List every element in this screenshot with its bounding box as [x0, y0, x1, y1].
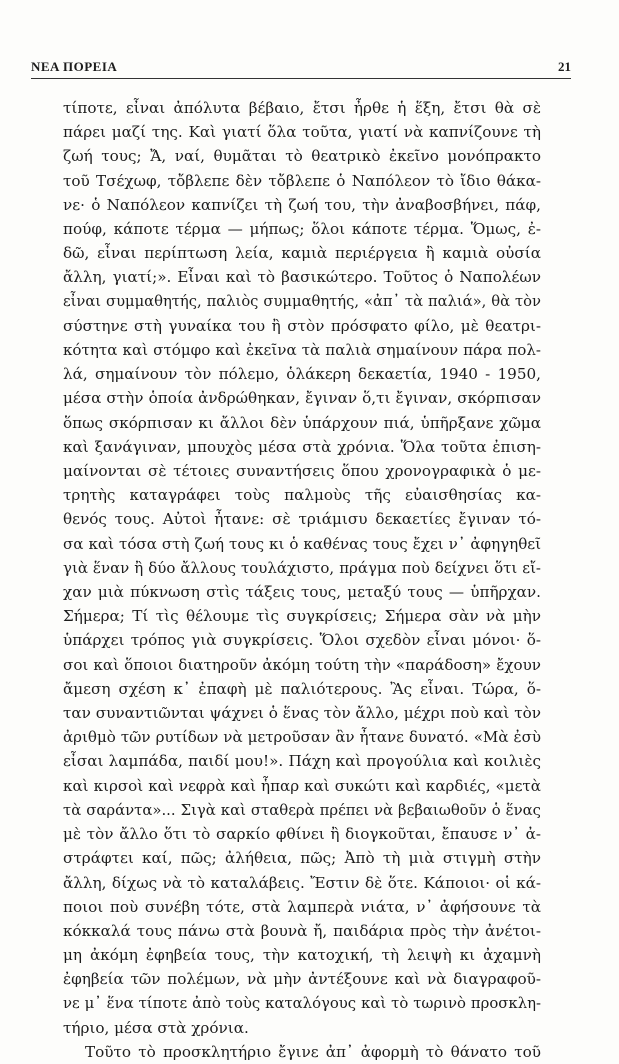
text-line: μὲ τὸν ἄλλο ὅτι τὸ σαρκίο φθίνει ἢ διογκοῦται, ἔπαυσε ν᾿ ἀ-: [63, 825, 541, 844]
text-line: τοῦ Τσέχωφ, τὄβλεπε δὲν τὄβλεπε ὁ Ναπόλεον τὸ ἴδιο θάκα-: [63, 171, 541, 190]
text-line: σύστηνε στὴ γυναίκα του ἢ στὸν πρόσφατο φίλο, μὲ θεατρι-: [63, 316, 541, 335]
text-line: χαν μιὰ πύκνωση στὶς τάξεις τους, μεταξύ τους — ὑπῆρχαν.: [63, 583, 541, 602]
text-line: γιὰ ἕναν ἢ δύο ἄλλους τουλάχιστο, πράγμα ποὺ δείχνει ὅτι εἴ-: [63, 558, 541, 577]
running-header: [31, 56, 571, 79]
text-line: νε· ὁ Ναπόλεον καπνίζει τὴ ζωή του, τὴν ἀναβοσβήνει, πάφ,: [63, 195, 541, 214]
text-line: ζωή τους; Ἄ, ναί, θυμᾶται τὸ θεατρικὸ ἐκεῖνο μονόπρακτο: [63, 147, 541, 166]
text-line: τίποτε, εἶναι ἀπόλυτα βέβαιο, ἔτσι ἦρθε ἡ ἕξη, ἔτσι θὰ σὲ: [63, 99, 541, 117]
text-line: τὰ σαράντα»... Σιγὰ καὶ σταθερὰ πρέπει νὰ βεβαιωθοῦν ὁ ἕνας: [63, 800, 541, 819]
text-line: μαίνονται σὲ τέτοιες συναντήσεις ὅπου χρονογραφικὰ ὁ με-: [63, 462, 541, 481]
body-text: [63, 96, 541, 1064]
text-line: ποιοι ποὺ συνέβη τότε, στὰ λαμπερὰ νιάτα, ν᾿ ἀφήσουνε τὰ: [63, 897, 541, 916]
paragraph-start-line: Τοῦτο τὸ προσκλητήριο ἔγινε ἀπ᾿ ἀφορμὴ τὸ θάνατο τοῦ: [85, 1042, 541, 1061]
journal-title: ΝΕΑ ΠΟΡΕΙΑ: [31, 59, 118, 74]
text-line: ἄλλη, δίχως νὰ τὸ καταλάβεις. Ἔστιν δὲ ὅτε. Κάποιοι· οἱ κά-: [63, 873, 541, 892]
text-line: θενός τους. Αὐτοὶ ἦτανε: σὲ τριάμισυ δεκαετίες ἔγιναν τό-: [63, 510, 541, 529]
text-line: Σήμερα; Τί τὶς θέλουμε τὶς συγκρίσεις; Σήμερα σὰν νὰ μὴν: [63, 607, 541, 626]
text-line: σα καὶ τόσα στὴ ζωή τους κι ὁ καθένας τους ἔχει ν᾿ ἀφηγηθεῖ: [63, 534, 541, 553]
text-line: εἶσαι λαμπάδα, παιδί μου!». Πάχη καὶ προγούλια καὶ κοιλιὲς: [63, 752, 541, 771]
text-line: ὑπάρχει τρόπος γιὰ συγκρίσεις. Ὅλοι σχεδὸν εἶναι μόνοι· ὅ-: [63, 631, 541, 650]
text-line: ἐφηβεία τῶν πολέμων, νὰ μὴν ἀντέξουνε καὶ νὰ διαγραφοῦ-: [63, 970, 541, 989]
text-line: ἄμεση σχέση κ᾿ ἐπαφὴ μὲ παλιότερους. Ἂς εἶναι. Τώρα, ὅ-: [63, 679, 541, 698]
paragraph-end-line: τήριο, μέσα στὰ χρόνια.: [63, 1018, 249, 1037]
text-line: μέσα στὴν ὁποία ἀνδρώθηκαν, ἔγιναν ὅ,τι ἔγιναν, σκόρπισαν: [63, 389, 541, 408]
text-line: ὅπως σκόρπισαν κι ἄλλοι δὲν ὑπάρχουν πιά, ὑπῆρξανε χῶμα: [63, 413, 541, 432]
text-line: σοι καὶ ὅποιοι διατηροῦν ἀκόμη τούτη τὴν «παράδοση» ἔχουν: [63, 655, 541, 674]
text-line: πάρει μαζί της. Καὶ γιατί ὅλα τοῦτα, γιατί νὰ καπνίζουνε τὴ: [63, 123, 541, 142]
text-line: ἀριθμὸ τῶν ρυτίδων νὰ μετροῦσαν ἂν ἦτανε δυνατό. «Μὰ ἐσὺ: [63, 728, 541, 747]
text-line: κόκκαλά τους πάνω στὰ βουνὰ ἤ, παιδάρια πρὸς τὴν ἀνέτοι-: [63, 921, 541, 940]
text-line: νε μ᾿ ἕνα τίποτε ἀπὸ τοὺς καταλόγους καὶ τὸ τωρινὸ προσκλη-: [63, 994, 541, 1012]
text-line: πούφ, κάποτε τέρμα — μήπως; ὅλοι κάποτε τέρμα. Ὅμως, ἐ-: [63, 220, 541, 239]
text-line: λά, σημαίνουν τὸν πόλεμο, ὁλάκερη δεκαετία, 1940 - 1950,: [63, 365, 541, 384]
text-line: στράφτει καί, πῶς; ἀλήθεια, πῶς; Ἀπὸ τὴ μιὰ στιγμὴ στὴν: [63, 849, 541, 868]
text-line: καὶ ξανάγιναν, μπουχὸς μέσα στὰ χρόνια. Ὅλα τοῦτα ἐπιση-: [63, 437, 541, 456]
text-line: ταν συναντιῶνται ψάχνει ὁ ἕνας τὸν ἄλλο, μέχρι ποὺ καὶ τὸν: [63, 704, 541, 723]
text-line: δῶ, εἶναι περίπτωση λεία, καμιὰ περιέργεια ἢ καμιὰ οὐσία: [63, 244, 541, 263]
text-line: καὶ κιρσοὶ καὶ νεφρὰ καὶ ἧπαρ καὶ συκώτι καὶ καρδιές, «μετὰ: [63, 776, 541, 795]
page-number: 21: [558, 59, 571, 74]
text-line: μη ἀκόμη ἐφηβεία τους, τὴν κατοχική, τὴ λειψὴ κι ἀχαμνὴ: [63, 946, 541, 965]
text-line: ἄλλη, γιατί;». Εἶναι καὶ τὸ βασικώτερο. Τοῦτος ὁ Ναπολέων: [63, 268, 541, 287]
text-line: εἶναι συμμαθητής, παλιὸς συμμαθητής, «ἀπ᾿ τὰ παλιά», θὰ τὸν: [63, 292, 541, 310]
text-line: κότητα καὶ στόμφο καὶ ἐκεῖνα τὰ παλιὰ σημαίνουν πάρα πολ-: [63, 341, 541, 360]
text-line: τρητὴς καταγράφει τοὺς παλμοὺς τῆς εὐαισθησίας κα-: [63, 486, 541, 505]
